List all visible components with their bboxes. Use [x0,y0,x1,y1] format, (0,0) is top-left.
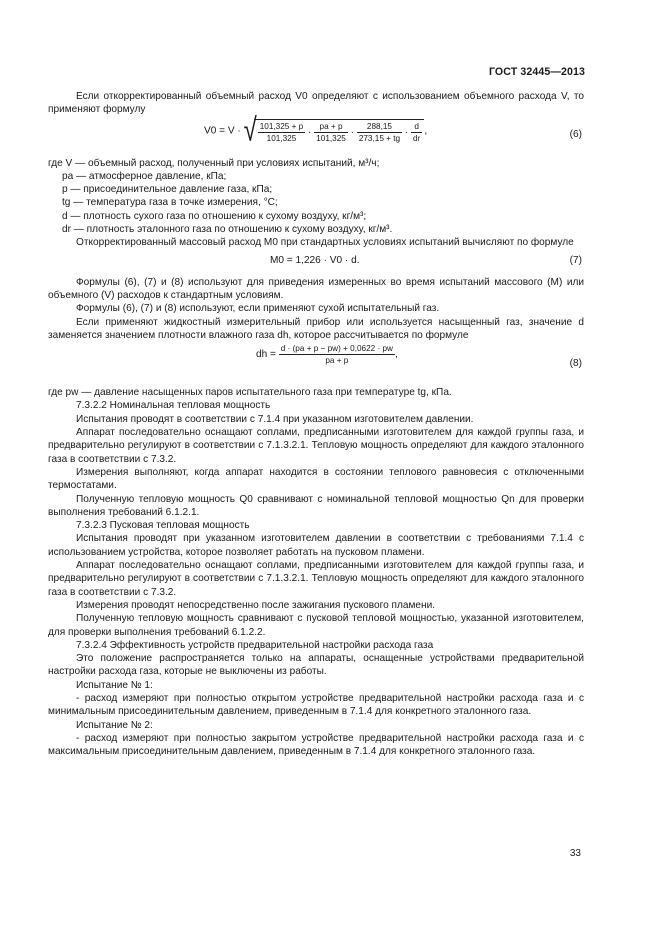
fraction-4-num: d [411,122,422,133]
body-paragraph: Измерения выполняют, когда аппарат находится в состоянии теплового равновесия с отключенными термостатами. [48,466,584,492]
fraction-2 [314,122,348,143]
formula-6 [48,111,584,153]
body-paragraph: Испытания проводят при указанном изготовителем давлении в соответствии с требованиями 7.1.4 с использованием устройства, которое позволяет работать на пусковом пламени. [48,533,584,558]
where-1-line-4: tg — температура газа в точке измерения, °С; [62,197,278,209]
body-paragraph: Это положение распространяется только на аппараты, оснащенные устройствами предварительной настройки расхода газа, которые не выключены из работы. [48,653,584,678]
test-1-item: - расход измеряют при полностью открытом устройстве предварительной настройки расхода газа и с минимальным присоединительным давлением, приведенным в 7.1.4 для конкретного эталонного газа. [48,692,584,718]
standard-header: ГОСТ 32445—2013 [488,66,585,78]
formula-6-tail: , [424,125,428,137]
mul-dot: · [350,126,355,138]
fraction-3-den: 273,15 + tg [358,133,401,143]
fraction-1-den: 101,325 [266,133,297,143]
fraction-4 [411,122,422,143]
formulas-para-2: Формулы (6), (7) и (8) используют, если применяют сухой испытательный газ. [76,303,440,315]
body-paragraph: Измерения проводят непосредственно после зажигания пускового пламени. [76,599,436,611]
formula-8-fraction [279,344,395,365]
body-paragraph: Аппарат последовательно оснащают соплами, предписанными изготовителем для каждой группы газа, и предварительно регулируют в соответствии с 7.1.3.2.1. Тепловую мощность определяют для каждого эталонного газа в соответствии с 7.3.2. [48,427,584,465]
formulas-para-3: Если применяют жидкостный измерительный прибор или используется насыщенный газ, значение d заменяется значением плотности влажного газа dh, которое рассчитывается по формуле [48,316,584,341]
where-1-line-1: где V — объемный расход, полученный при условиях испытаний, м³/ч; [48,157,380,169]
section-7-3-2-2-heading: 7.3.2.2 Номинальная тепловая мощность [76,400,271,412]
mul-dot: · [308,126,312,138]
section-7-3-2-3-heading: 7.3.2.3 Пусковая тепловая мощность [76,520,250,532]
page-number: 33 [569,848,581,859]
formula-7-body: M0 = 1,226 · V0 · d. [270,254,360,266]
test-2-item: - расход измеряют при полностью закрытом устройстве предварительной настройки расхода газа и с максимальным присоединительным давлением, приведенным в 7.1.4 для конкретного эталонного газа. [48,732,584,758]
formula-6-body [204,111,428,149]
where-2: где pw — давление насыщенных паров испытательного газа при температуре tg, кПа. [48,387,452,399]
fraction-1-num: 101,325 + p [259,121,304,131]
fraction-4-den: dr [413,133,421,143]
formula-7-number: (7) [569,254,582,266]
formula-8-num: d · (pa + p − pw) + 0,0622 · pw [280,344,393,354]
mul-dot: · [404,126,409,138]
where-1-line-3: p — присоединительное давление газа, кПа; [62,184,273,196]
formulas-para-1: Формулы (6), (7) и (8) используют для приведения измеренных во время испытаний массового (M) или объемного (V) расходов к стандартным условиям. [48,276,584,301]
body-paragraph: Полученную тепловую мощность Q0 сравнивают с номинальной тепловой мощностью Qn для проверки выполнения требований 6.1.2.1. [48,493,584,518]
fraction-2-num: pa + p [314,122,348,133]
formula-8 [48,344,584,386]
sqrt-icon: √ [243,111,257,149]
where-1-line-2: pa — атмосферное давление, кПа; [62,170,227,182]
formula-7 [48,250,584,276]
fraction-1 [258,122,305,143]
fraction-3-num: 288,15 [357,122,402,133]
fraction-2-den: 101,325 [316,133,346,143]
formula-6-number: (6) [569,128,582,140]
body-paragraph: Испытания проводят в соответствии с 7.1.4 при указанном изготовителем давлении. [76,413,474,425]
test-1-label: Испытание № 1: [76,679,153,691]
formula-6-radicand [254,119,428,143]
page-content [48,90,584,758]
mass-intro: Откорректированный массовый расход M0 при стандартных условиях испытаний вычисляют по формуле [76,237,574,249]
formula-6-lhs: V0 = V · [204,125,241,137]
where-1-line-5: d — плотность сухого газа по отношению к сухому воздуху, кг/м³; [62,210,367,222]
section-7-3-2-4-heading: 7.3.2.4 Эффективность устройств предварительной настройки расхода газа [76,639,434,651]
formula-8-number: (8) [569,358,582,370]
test-2-label: Испытание № 2: [76,719,153,731]
fraction-3 [357,122,402,143]
formula-8-body [256,344,398,365]
formula-8-lhs: dh = [256,349,276,361]
formula-8-den: pa + p [325,356,349,366]
body-paragraph: Полученную тепловую мощность сравнивают с пусковой тепловой мощностью, указанной изготовителем, для проверки выполнения требований 6.1.2.2. [48,613,584,638]
formula-8-tail: , [394,349,398,361]
intro-paragraph: Если откорректированный объемный расход V0 определяют с использованием объемного расхода V, то применяют формулу [48,91,584,116]
body-paragraph: Аппарат последовательно оснащают соплами, предписанными изготовителем для каждой группы газа, и предварительно регулируют в соответствии с 7.1.3.2.1. Тепловую мощность определяют для каждого эталонного газа в соответствии с 7.3.2. [48,560,584,598]
where-1-line-6: dr — плотность эталонного газа по отношению к сухому воздуху, кг/м³. [62,224,393,236]
